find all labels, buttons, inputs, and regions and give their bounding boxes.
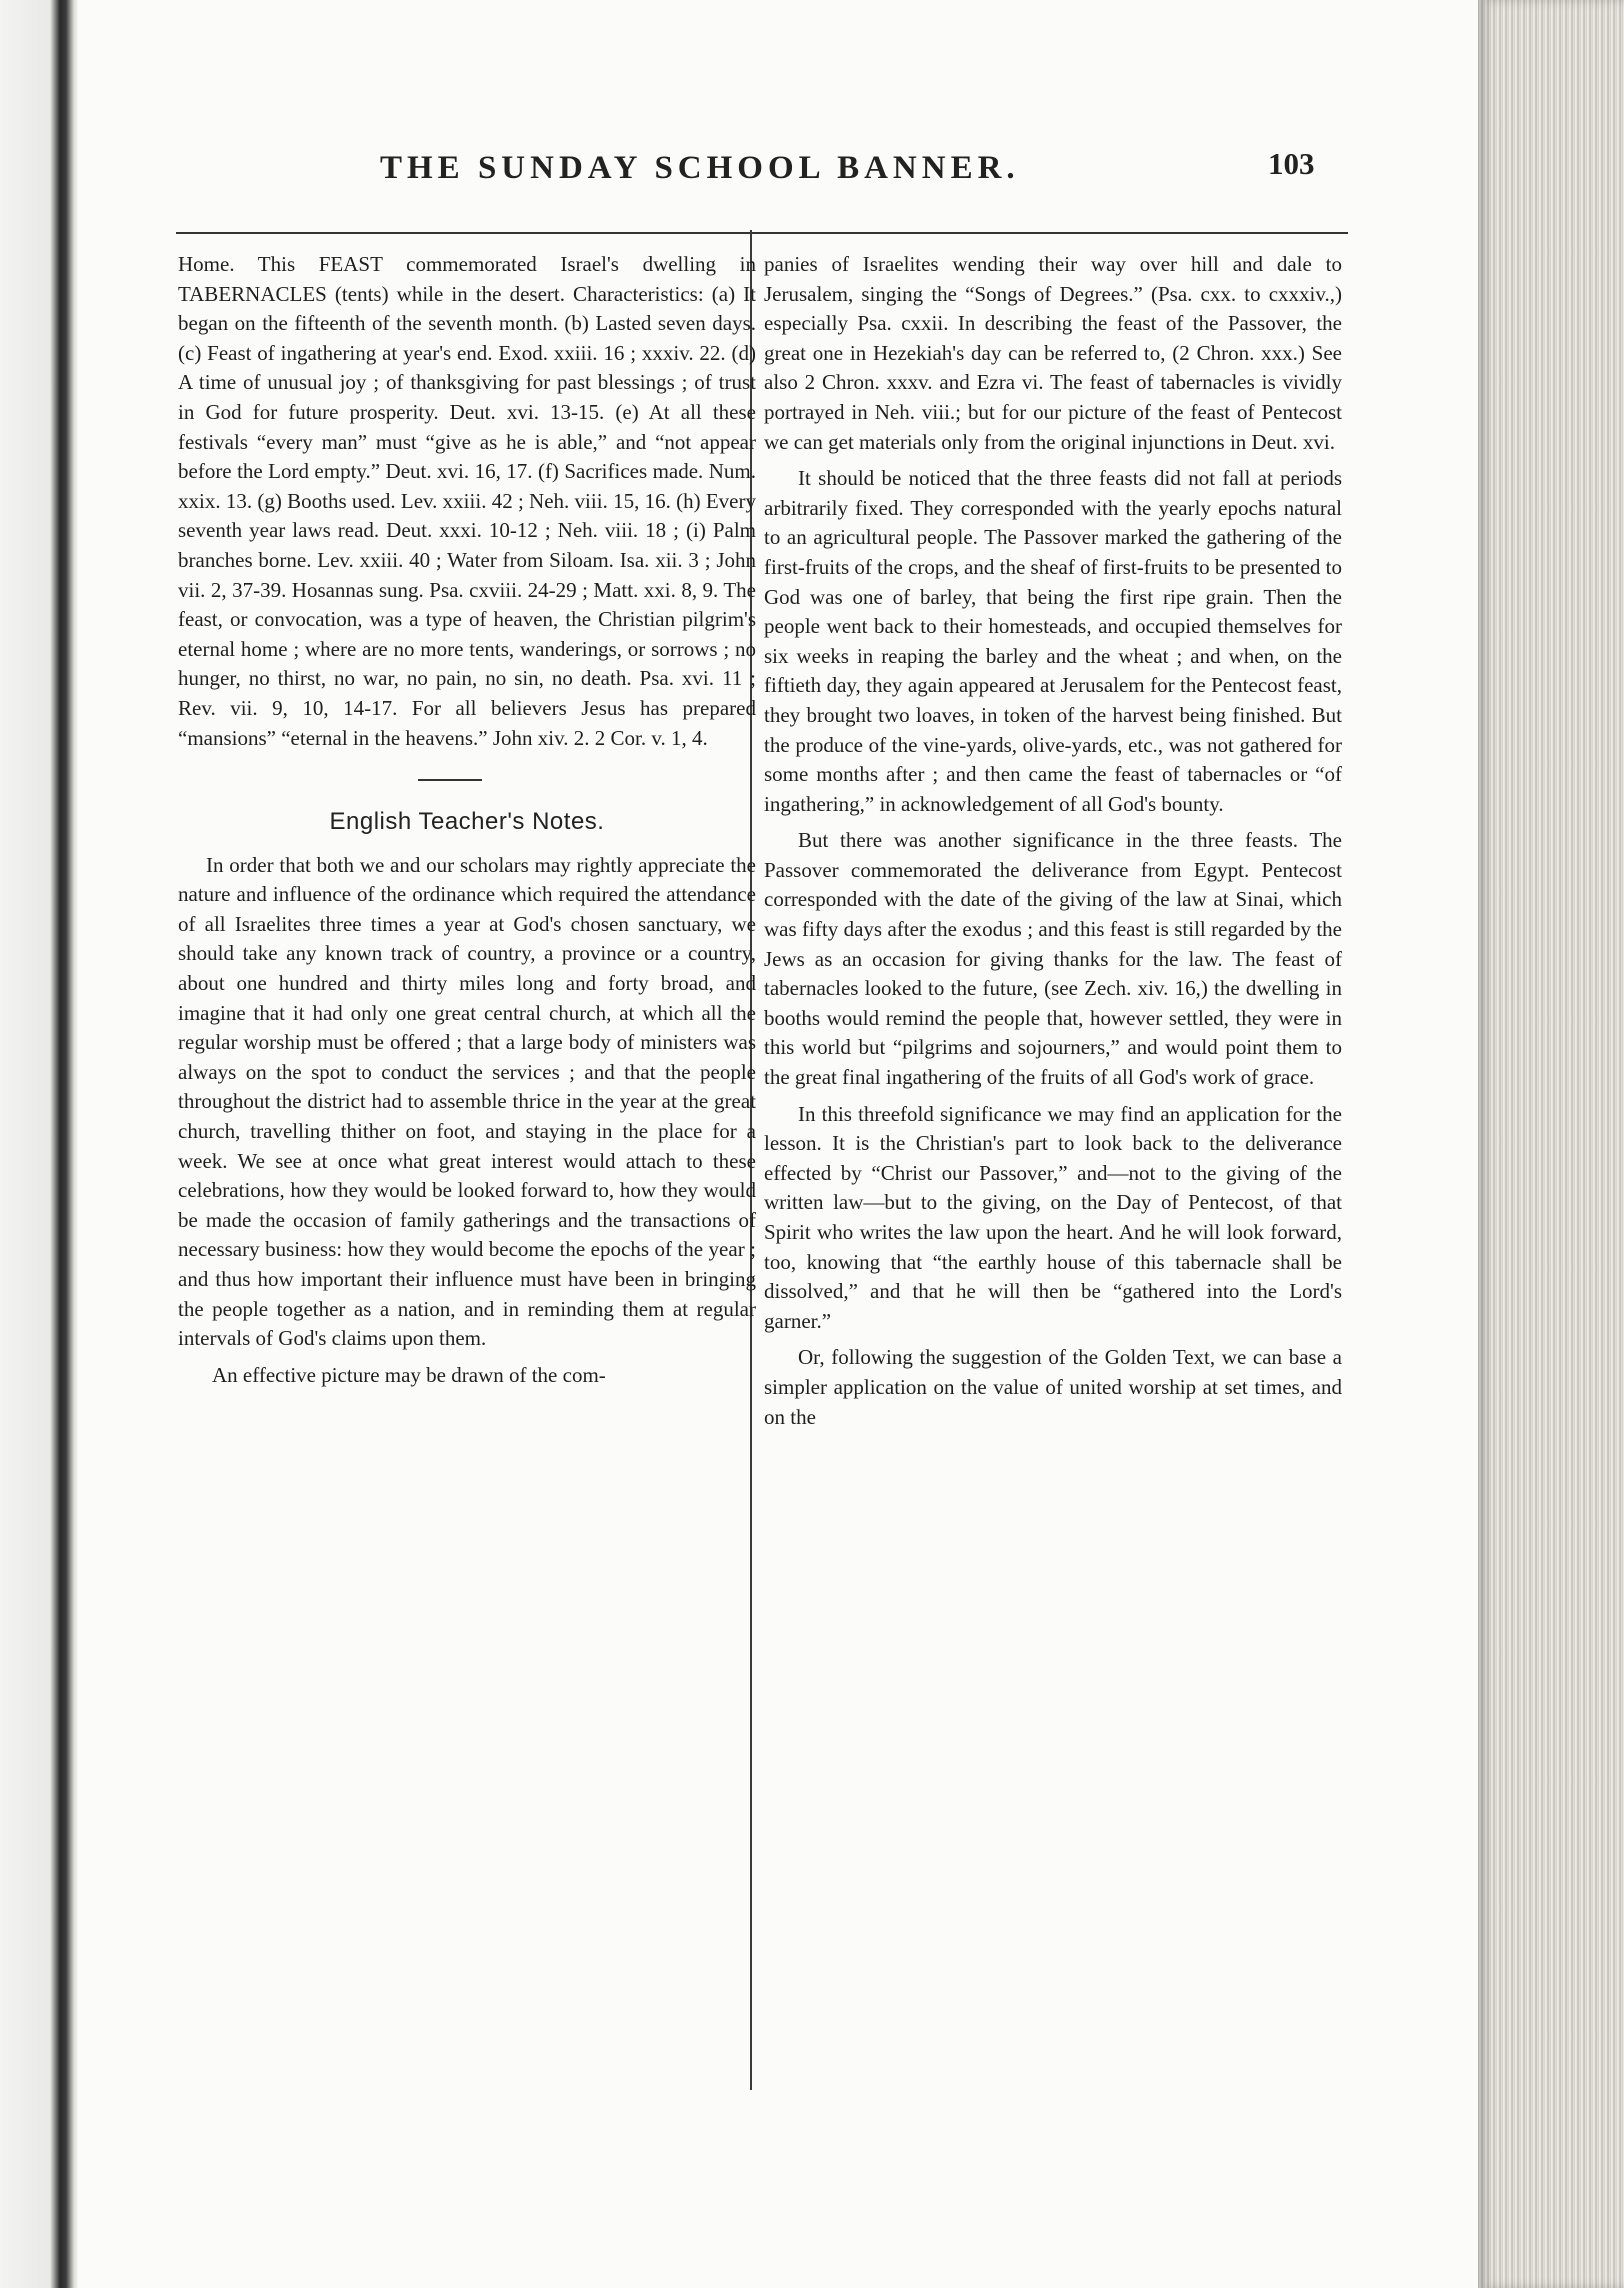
home-paragraph: Home. This FEAST commemorated Israel's dwelling in TABERNACLES (tents) while in the desert. Characteristics: (a) It began on the fifteenth of the seventh month. (b) Lasted seven days. (c) Feast of ingathering at year's end. Exod. xxiii. 16 ; xxxiv. 22. (d) A time of unusual joy ; of thanksgiving for past blessings ; of trust in God for future prosperity. Deut. xvi. 13-15. (e) At all these festivals “every man” must “give as he is able,” and “not appear before the Lord empty.” Deut. xvi. 16, 17. (f) Sacrifices made. Num. xxix. 13. (g) Booths used. Lev. xxiii. 42 ; Neh. viii. 15, 16. (h) Every seventh year laws read. Deut. xxxi. 10-12 ; Neh. viii. 18 ; (i) Palm branches borne. Lev. xxiii. 40 ; Water from Siloam. Isa. xii. 3 ; John vii. 2, 37-39. Hosannas sung. Psa. cxviii. 24-29 ; Matt. xxi. 8, 9. The feast, or convocation, was a type of heaven, the Christian pilgrim's eternal home ; where are no more tents, wanderings, or sorrows ; no hunger, no thirst, no war, no pain, no sin, no death. Psa. xvi. 11 ; Rev. vii. 9, 10, 14-17. For all believers Jesus has prepared “mansions” “eternal in the heavens.” John xiv. 2. 2 Cor. v. 1, 4. [178, 252, 756, 750]
notes-paragraph: An effective picture may be drawn of the com- [212, 1362, 606, 1387]
body-paragraph: But there was another significance in the three feasts. The Passover commemorated the deliverance from Egypt. Pentecost corresponded with the date of the giving of the law at Sinai, which was fifty days after the exodus ; and this feast is still regarded by the Jews as an occasion for giving thanks for the law. The feast of tabernacles looked to the future, (see Zech. xiv. 16,) the dwelling in booths would remind the people that, however settled, they were in this world but “pilgrims and sojourners,” and would point them to the great final ingathering of the fruits of all God's work of grace. [764, 828, 1342, 1090]
section-heading: English Teacher's Notes. [329, 808, 605, 836]
header-rule [176, 232, 1348, 234]
body-paragraph: It should be noticed that the three feasts did not fall at periods arbitrarily fixed. They corresponded with the yearly epochs natural to an agricultural people. The Passover marked the gathering of the first-fruits of the crops, and the sheaf of first-fruits to be presented to God was one of barley, that being the first ripe grain. Then the people went back to their homesteads, and occupied themselves for six weeks in reaping the barley and the wheat ; and when, on the fiftieth day, they again appeared at Jerusalem for the Pentecost feast, they brought two loaves, in token of the harvest being finished. But the produce of the vine-yards, olive-yards, etc., was not gathered for some months after ; and then came the feast of tabernacles or “of ingathering,” in acknowledgement of all God's bounty. [764, 466, 1342, 816]
right-column [764, 250, 1342, 1432]
notes-paragraph: In order that both we and our scholars may rightly appreciate the nature and influence of the ordinance which required the attendance of all Israelites three times a year at God's chosen sanctuary, we should take any known track of country, a province or a country, about one hundred and thirty miles long and forty broad, and imagine that it had only one great central church, at which all the regular worship must be offered ; that a large body of ministers was always on the spot to conduct the services ; and that the people throughout the district had to assemble thrice in the year at the great church, travelling thither on foot, and staying in the place for a week. We see at once what great interest would attach to these celebrations, how they would be looked forward to, how they would be made the occasion of family gatherings and the transactions of necessary business: how they would become the epochs of the year ; and thus how important their influence must have been in bringing the people together as a nation, and in reminding them at regular intervals of God's claims upon them. [178, 852, 756, 1351]
body-paragraph: Or, following the suggestion of the Golden Text, we can base a simpler application on the value of united worship at set times, and on the [764, 1345, 1342, 1429]
body-paragraph: In this threefold significance we may find an application for the lesson. It is the Christian's part to look back to the deliverance effected by “Christ our Passover,” and—not to the giving of the written law—but to the giving, on the Day of Pentecost, of that Spirit who writes the law upon the heart. And he will look forward, too, knowing that “the earthly house of this tabernacle shall be dissolved,” and that he will then be “gathered into the Lord's garner.” [764, 1101, 1342, 1333]
book-gutter [0, 0, 78, 2288]
left-column [178, 250, 756, 1390]
page-edges [1478, 0, 1624, 2288]
running-head: THE SUNDAY SCHOOL BANNER. [380, 150, 1020, 186]
section-rule [418, 779, 482, 781]
body-paragraph: panies of Israelites wending their way over hill and dale to Jerusalem, singing the “Songs of Degrees.” (Psa. cxx. to cxxxiv.,) especially Psa. cxxii. In describing the feast of the Passover, the great one in Hezekiah's day can be referred to, (2 Chron. xxx.) See also 2 Chron. xxxv. and Ezra vi. The feast of tabernacles is vividly portrayed in Neh. viii.; but for our picture of the feast of Pentecost we can get materials only from the original injunctions in Deut. xvi. [764, 252, 1342, 454]
page-number: 103 [1268, 146, 1315, 181]
